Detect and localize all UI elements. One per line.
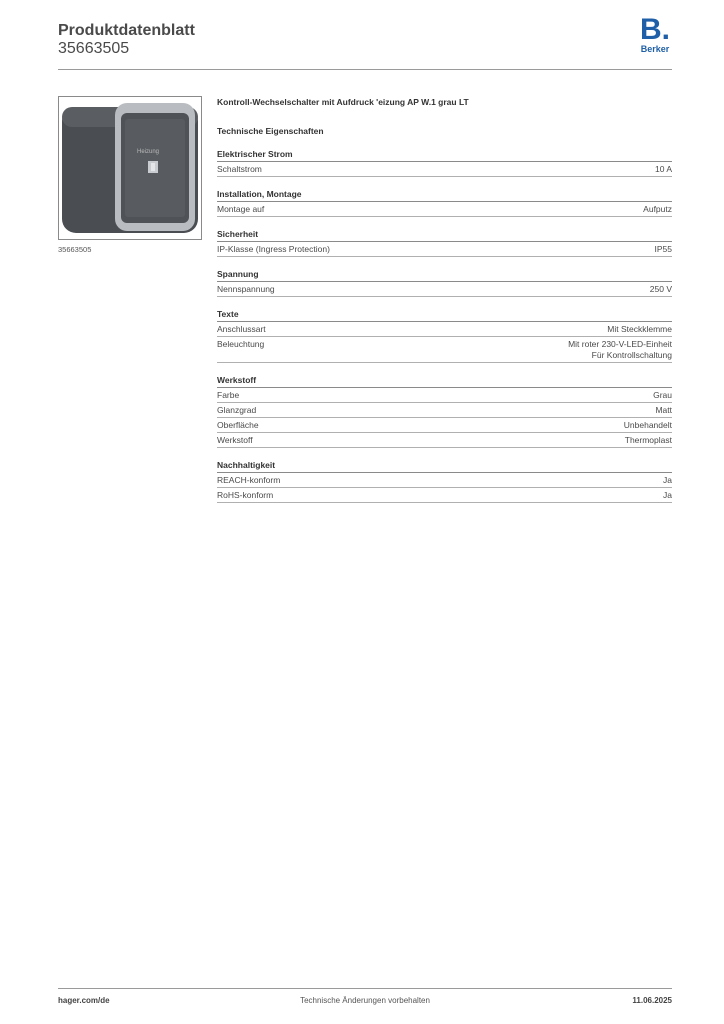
product-image — [58, 96, 202, 240]
spec-row — [217, 473, 672, 488]
spec-value: Thermoplast — [624, 435, 672, 445]
spec-value: Mit Steckklemme — [607, 324, 672, 334]
spec-value: 10 A — [654, 164, 672, 174]
section-installation — [217, 189, 672, 217]
spec-row — [217, 162, 672, 177]
spec-label: Farbe — [217, 390, 240, 400]
spec-value: 250 V — [649, 284, 672, 294]
spec-row — [217, 202, 672, 217]
footer-website-link[interactable]: hager.com/de — [58, 996, 110, 1005]
spec-value: Ja — [663, 490, 672, 500]
section-nachhaltigkeit — [217, 460, 672, 503]
section-title: Installation, Montage — [217, 189, 672, 202]
section-title: Werkstoff — [217, 375, 672, 388]
spec-label: Anschlussart — [217, 324, 266, 334]
spec-label: Oberfläche — [217, 420, 259, 430]
spec-value: Unbehandelt — [623, 420, 672, 430]
footer-disclaimer: Technische Änderungen vorbehalten — [300, 996, 430, 1005]
logo-mark: B. — [640, 13, 670, 46]
tech-heading: Technische Eigenschaften — [217, 126, 324, 136]
spec-value: Grau — [653, 390, 672, 400]
footer-divider — [58, 988, 672, 989]
spec-row — [217, 488, 672, 503]
product-name: Kontroll-Wechselschalter mit Aufdruck 'eizung AP W.1 grau LT — [217, 97, 469, 107]
document-number: 35663505 — [58, 40, 130, 57]
spec-label: Schaltstrom — [217, 164, 262, 174]
section-spannung — [217, 269, 672, 297]
spec-row — [217, 282, 672, 297]
switch-device-illustration — [59, 97, 201, 239]
spec-label: Montage auf — [217, 204, 265, 214]
spec-value-line: Für Kontrollschaltung — [591, 350, 672, 360]
berker-logo — [638, 13, 672, 54]
device-label: Heizung — [137, 149, 160, 155]
section-title: Sicherheit — [217, 229, 672, 242]
spec-row — [217, 403, 672, 418]
spec-value: IP55 — [654, 244, 672, 254]
spec-row — [217, 322, 672, 337]
image-caption: 35663505 — [58, 245, 92, 254]
spec-row — [217, 388, 672, 403]
spec-value-line: Mit roter 230-V-LED-Einheit — [568, 339, 672, 349]
section-title: Spannung — [217, 269, 672, 282]
spec-value — [568, 339, 672, 361]
spec-label: Glanzgrad — [217, 405, 257, 415]
logo-text: Berker — [640, 44, 670, 54]
product-specifications — [217, 96, 672, 503]
section-werkstoff — [217, 375, 672, 448]
document-title: Produktdatenblatt — [58, 22, 195, 39]
spec-value: Matt — [655, 405, 672, 415]
spec-row — [217, 242, 672, 257]
spec-row — [217, 337, 672, 363]
spec-label: IP-Klasse (Ingress Protection) — [217, 244, 330, 254]
header-divider — [58, 69, 672, 70]
spec-label: RoHS-konform — [217, 490, 274, 500]
spec-label: Beleuchtung — [217, 339, 265, 349]
spec-value: Ja — [663, 475, 672, 485]
spec-label: REACH-konform — [217, 475, 281, 485]
section-title: Nachhaltigkeit — [217, 460, 672, 473]
spec-row — [217, 433, 672, 448]
section-title: Texte — [217, 309, 672, 322]
footer-date: 11.06.2025 — [632, 996, 672, 1005]
spec-label: Werkstoff — [217, 435, 253, 445]
spec-value: Aufputz — [643, 204, 672, 214]
section-texte — [217, 309, 672, 363]
section-elektrischer-strom — [217, 149, 672, 177]
page-header — [58, 13, 672, 70]
spec-label: Nennspannung — [217, 284, 275, 294]
section-sicherheit — [217, 229, 672, 257]
spec-row — [217, 418, 672, 433]
section-title: Elektrischer Strom — [217, 149, 672, 162]
